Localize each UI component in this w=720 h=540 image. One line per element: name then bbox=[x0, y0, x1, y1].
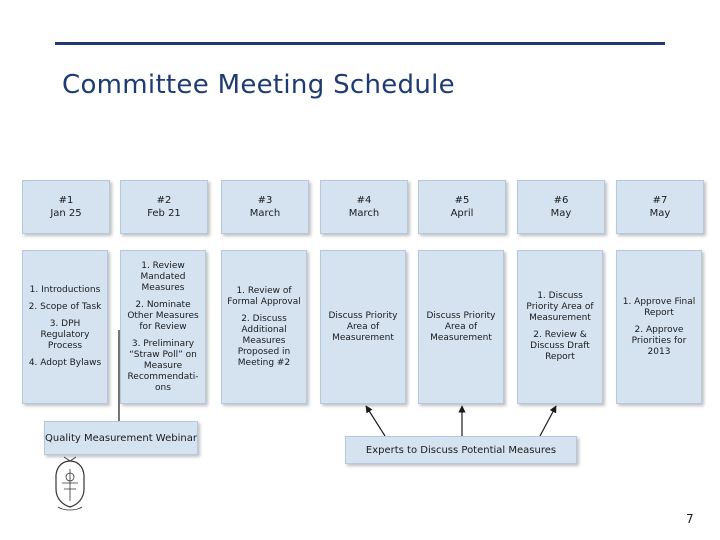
meeting-5-item-1: Discuss Priority Area of Measurement bbox=[426, 310, 496, 343]
meeting-2-item-2: 2. Nominate Other Measures for Review bbox=[127, 299, 199, 332]
meeting-6-number: #6 bbox=[553, 195, 569, 206]
meeting-2-date: Feb 21 bbox=[147, 208, 181, 219]
meeting-6-date: May bbox=[550, 208, 572, 219]
meeting-3-item-2: 2. Discuss Additional Measures Proposed in Meeting #2 bbox=[237, 313, 291, 368]
experts-to-meeting-6-arrow bbox=[540, 406, 556, 436]
meeting-1-date: Jan 25 bbox=[50, 208, 82, 219]
experts-box bbox=[345, 436, 577, 464]
meeting-7-item-2: 2. Approve Priorities for 2013 bbox=[631, 324, 687, 357]
meeting-4-item-1: Discuss Priority Area of Measurement bbox=[328, 310, 398, 343]
meeting-3-number: #3 bbox=[257, 195, 273, 206]
experts-to-meeting-4-arrow bbox=[366, 406, 385, 436]
meeting-2-item-1: 1. Review Mandated Measures bbox=[140, 260, 186, 293]
meeting-7-item-1: 1. Approve Final Report bbox=[622, 296, 696, 318]
meeting-1-number: #1 bbox=[58, 195, 74, 206]
meeting-4-date: March bbox=[348, 208, 380, 219]
meeting-7-number: #7 bbox=[652, 195, 668, 206]
meeting-1-item-3: 3. DPH Regulatory Process bbox=[40, 319, 90, 351]
meeting-1-item-1: 1. Introductions bbox=[29, 285, 101, 295]
meeting-6-item-1: 1. Discuss Priority Area of Measurement bbox=[526, 291, 594, 323]
meeting-1-item-4: 4. Adopt Bylaws bbox=[28, 358, 102, 368]
meeting-7-date: May bbox=[649, 208, 671, 219]
page-title: Committee Meeting Schedule bbox=[62, 70, 455, 100]
meeting-1-item-2: 2. Scope of Task bbox=[28, 302, 102, 312]
meeting-5-number: #5 bbox=[454, 195, 470, 206]
meeting-6-item-2: 2. Review & Discuss Draft Report bbox=[530, 330, 590, 362]
meeting-2-number: #2 bbox=[156, 195, 172, 206]
meeting-2-item-3: 3. Preliminary “Straw Poll” on Measure Recommendati- ons bbox=[127, 338, 199, 393]
experts-label: Experts to Discuss Potential Measures bbox=[365, 444, 557, 456]
meeting-5-date: April bbox=[450, 208, 474, 219]
meeting-3-item-1: 1. Review of Formal Approval bbox=[227, 285, 301, 307]
meeting-3-date: March bbox=[249, 208, 281, 219]
webinar-label: Quality Measurement Webinar bbox=[45, 432, 197, 444]
meeting-4-number: #4 bbox=[356, 195, 372, 206]
page-number: 7 bbox=[686, 512, 694, 526]
state-seal-icon bbox=[50, 455, 90, 513]
webinar-box bbox=[44, 421, 198, 455]
